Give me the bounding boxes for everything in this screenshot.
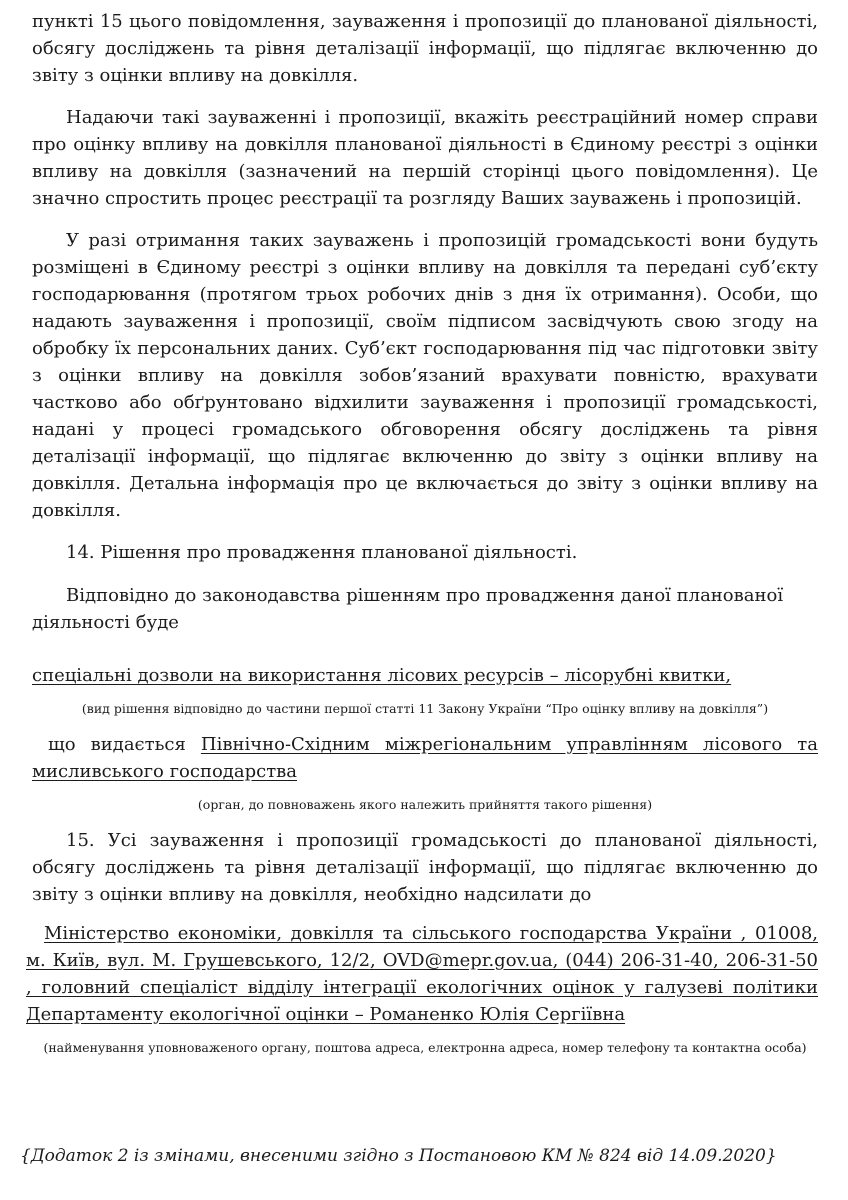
recipient-address-underlined-text: Міністерство економіки, довкілля та сільського господарства України , 01008, м. Київ, вул. М. Грушевського, 12/2, OVD@mepr.gov.ua, (044) 206-31-40, 206-31-50 , головний спеціаліст відділу інтеграції екологічних оцінок у галузеві політики Департаменту екологічної оцінки – Романенко Юлія Сергіївна bbox=[26, 923, 818, 1025]
section-14-heading: 14. Рішення про провадження планованої діяльності. bbox=[66, 542, 578, 563]
paragraph-comments-handling: У разі отримання таких зауважень і пропозицій громадськості вони будуть розміщені в Єдиному реєстрі з оцінки впливу на довкілля та передані суб’єкту господарювання (протягом трьох робочих днів з дня їх отримання). Особи, що надають зауваження і пропозиції, своїм підписом засвідчують свою згоду на обробку їх персональних даних. Суб’єкт господарювання під час підготовки звіту з оцінки впливу на довкілля зобов’язаний врахувати повністю, врахувати частково або обґрунтовано відхилити зауваження і пропозиції громадськості, надані у процесі громадського обговорення обсягу досліджень та рівня деталізації інформації, що підлягає включенню до звіту з оцінки впливу на довкілля. Детальна інформація про це включається до звіту з оцінки впливу на довкілля. bbox=[32, 230, 818, 521]
decision-type-underlined-text: спеціальні дозволи на використання лісових ресурсів – лісорубні квитки, bbox=[32, 665, 732, 686]
section-14-intro: Відповідно до законодавства рішенням про провадження даної планованої діяльності буде bbox=[32, 585, 784, 633]
section-15-intro: 15. Усі зауваження і пропозиції громадськості до планованої діяльності, обсягу досліджень та рівня деталізації інформації, що підлягає включенню до звіту з оцінки впливу на довкілля, необхідно надсилати до bbox=[32, 830, 818, 905]
decision-type-line bbox=[32, 662, 818, 689]
paragraph-registration-hint: Надаючи такі зауваженні і пропозиції, вкажіть реєстраційний номер справи про оцінку впливу на довкілля планованої діяльності в Єдиному реєстрі з оцінки впливу на довкілля (зазначений на першій сторінці цього повідомлення). Це значно спростить процес реєстрації та розгляду Ваших зауважень і пропозицій. bbox=[32, 107, 818, 209]
issuer-name-underlined-text: Північно-Східним міжрегіональним управлінням лісового та мисливського господарства bbox=[32, 734, 818, 782]
paragraph-punkt15-continuation: пункті 15 цього повідомлення, зауваження і пропозиції до планованої діяльності, обсягу досліджень та рівня деталізації інформації, що підлягає включенню до звіту з оцінки впливу на довкілля. bbox=[32, 11, 818, 86]
recipient-address-line bbox=[26, 920, 818, 1028]
issuing-authority-line bbox=[32, 731, 818, 785]
issuing-authority-note: (орган, до повноважень якого належить прийняття такого рішення) bbox=[197, 797, 653, 812]
decision-type-note: (вид рішення відповідно до частини першої статті 11 Закону України “Про оцінку впливу на довкілля”) bbox=[81, 701, 769, 716]
recipient-note: (найменування уповноваженого органу, поштова адреса, електронна адреса, номер телефону та контактна особа) bbox=[43, 1040, 807, 1055]
amendment-note: {Додаток 2 із змінами, внесеними згідно з Постановою КМ № 824 від 14.09.2020} bbox=[20, 1146, 777, 1166]
issuer-prefix-text: що видається bbox=[48, 734, 186, 755]
